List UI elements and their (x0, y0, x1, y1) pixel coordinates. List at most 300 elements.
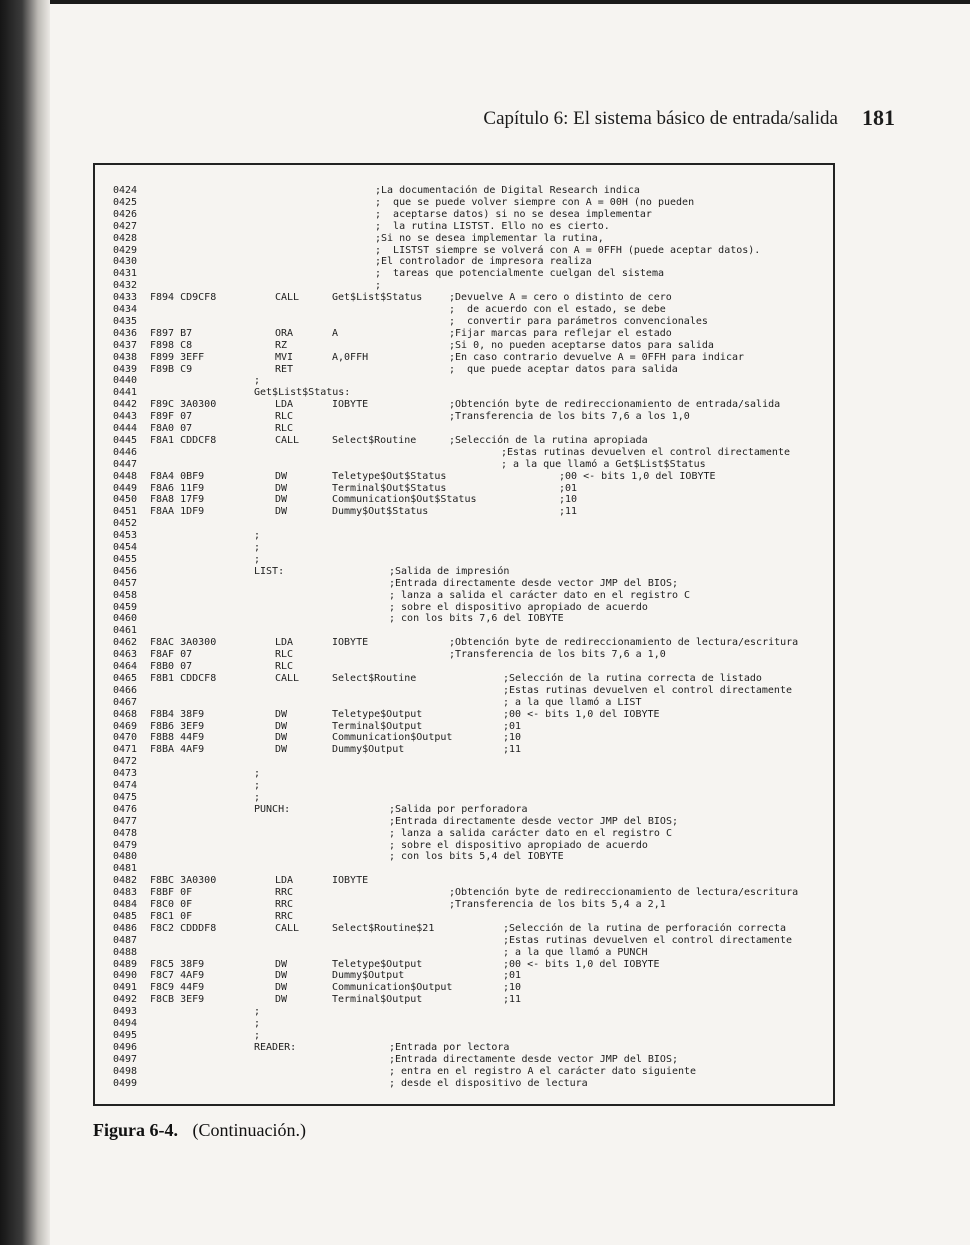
object-code: F8BA 4AF9 (150, 744, 205, 756)
listing-line (113, 387, 831, 399)
comment: ; desde el dispositivo de lectura (389, 1077, 588, 1089)
comment: ;01 (559, 482, 578, 494)
object-code: F89B C9 (150, 363, 193, 375)
comment: ;11 (559, 506, 578, 518)
mnemonic: RLC (275, 423, 294, 434)
mnemonic: DW (275, 720, 288, 732)
comment: ; de acuerdo con el estado, se debe (449, 304, 666, 315)
line-number: 0458 (113, 589, 138, 601)
operand: Communication$Out$Status (332, 494, 477, 506)
mnemonic: DW (275, 494, 288, 506)
listing-line (113, 697, 831, 709)
comment: ; lanza a salida carácter dato en el registro C (389, 827, 672, 839)
source-label: PUNCH: (254, 803, 291, 815)
source-label: ; (254, 791, 261, 803)
comment: ; sobre el dispositivo apropiado de acuerdo (389, 839, 648, 851)
line-number: 0470 (113, 732, 138, 744)
source-label: ; (254, 768, 261, 780)
comment: ;00 <- bits 1,0 del IOBYTE (503, 958, 660, 970)
comment: ;00 <- bits 1,0 del IOBYTE (503, 708, 660, 720)
line-number: 0436 (113, 327, 138, 339)
listing-line (113, 875, 831, 887)
line-number: 0460 (113, 613, 138, 625)
mnemonic: RLC (275, 649, 294, 661)
listing-line (113, 411, 831, 423)
listing-line (113, 709, 831, 721)
line-number: 0433 (113, 292, 138, 304)
comment: ;Estas rutinas devuelven el control directamente (503, 934, 792, 946)
line-number: 0485 (113, 910, 138, 922)
object-code: F8C2 CDDDF8 (150, 922, 217, 934)
operand: Get$List$Status (332, 292, 423, 304)
comment: ;Selección de la rutina correcta de listado (503, 672, 762, 684)
object-code: F8C7 4AF9 (150, 970, 205, 982)
mnemonic: DW (275, 506, 288, 518)
listing-line (113, 744, 831, 756)
mnemonic: RRC (275, 887, 294, 899)
listing-line (113, 375, 831, 387)
comment: ;La documentación de Digital Research indica (375, 185, 640, 196)
line-number: 0442 (113, 399, 138, 411)
comment: ;Entrada por lectora (389, 1041, 510, 1053)
listing-line (113, 994, 831, 1006)
listing-line (113, 1078, 831, 1090)
mnemonic: DW (275, 982, 288, 994)
mnemonic: DW (275, 970, 288, 982)
comment: ; a la que llamó a PUNCH (503, 946, 648, 958)
comment: ; LISTST siempre se volverá con A = 0FFH (puede aceptar datos). (375, 244, 761, 256)
mnemonic: DW (275, 732, 288, 744)
mnemonic: RLC (275, 661, 294, 672)
listing-line (113, 292, 831, 304)
line-number: 0463 (113, 649, 138, 661)
comment: ;Devuelve A = cero o distinto de cero (449, 292, 672, 304)
listing-line (113, 328, 831, 340)
line-number: 0441 (113, 387, 138, 399)
line-number: 0461 (113, 625, 138, 637)
line-number: 0481 (113, 863, 138, 875)
comment: ;En caso contrario devuelve A = 0FFH para indicar (449, 351, 745, 363)
listing-line (113, 268, 831, 280)
listing-line (113, 245, 831, 257)
line-number: 0426 (113, 208, 138, 220)
line-number: 0447 (113, 458, 138, 470)
line-number: 0428 (113, 232, 138, 244)
object-code: F8C1 0F (150, 910, 193, 922)
listing-line (113, 863, 831, 875)
line-number: 0473 (113, 768, 138, 780)
object-code: F8A8 17F9 (150, 494, 205, 506)
comment: ;Obtención byte de redireccionamiento de lectura/escritura (449, 887, 799, 899)
line-number: 0429 (113, 244, 138, 256)
listing-line (113, 970, 831, 982)
line-number: 0476 (113, 803, 138, 815)
line-number: 0452 (113, 518, 138, 530)
listing-line (113, 221, 831, 233)
object-code: F899 3EFF (150, 351, 205, 363)
operand: Dummy$Output (332, 744, 405, 756)
comment: ;Entrada directamente desde vector JMP del BIOS; (389, 815, 678, 827)
source-label: Get$List$Status: (254, 387, 351, 399)
object-code: F894 CD9CF8 (150, 292, 217, 304)
listing-line (113, 233, 831, 245)
operand: IOBYTE (332, 637, 369, 649)
comment: ;Entrada directamente desde vector JMP del BIOS; (389, 577, 678, 589)
line-number: 0467 (113, 696, 138, 708)
source-label: READER: (254, 1041, 297, 1053)
operand: Select$Routine$21 (332, 922, 435, 934)
operand: Teletype$Out$Status (332, 470, 447, 482)
object-code: F8C0 0F (150, 899, 193, 910)
line-number: 0480 (113, 851, 138, 863)
line-number: 0490 (113, 970, 138, 982)
comment: ; con los bits 7,6 del IOBYTE (389, 613, 564, 625)
listing-line (113, 542, 831, 554)
line-number: 0475 (113, 791, 138, 803)
listing-line (113, 506, 831, 518)
listing-line (113, 364, 831, 376)
line-number: 0457 (113, 577, 138, 589)
comment: ; (375, 280, 382, 292)
line-number: 0437 (113, 339, 138, 351)
comment: ;10 (503, 982, 522, 994)
object-code: F8C5 38F9 (150, 958, 205, 970)
line-number: 0468 (113, 708, 138, 720)
line-number: 0493 (113, 1006, 138, 1018)
mnemonic: LDA (275, 637, 294, 649)
comment: ;01 (503, 970, 522, 982)
mnemonic: LDA (275, 399, 294, 411)
object-code: F8A6 11F9 (150, 482, 205, 494)
line-number: 0477 (113, 815, 138, 827)
object-code: F8BC 3A0300 (150, 875, 217, 887)
listing-line (113, 1030, 831, 1042)
line-number: 0459 (113, 601, 138, 613)
source-label: ; (254, 1018, 261, 1029)
line-number: 0425 (113, 196, 138, 208)
listing-line (113, 780, 831, 792)
object-code: F8B6 3EF9 (150, 720, 205, 732)
comment: ; a la que llamó a Get$List$Status (501, 458, 706, 470)
object-code: F8B8 44F9 (150, 732, 205, 744)
mnemonic: RET (275, 363, 294, 375)
line-number: 0462 (113, 637, 138, 649)
running-head (483, 105, 895, 130)
listing-line (113, 923, 831, 935)
line-number: 0448 (113, 470, 138, 482)
line-number: 0471 (113, 744, 138, 756)
comment: ; entra en el registro A el carácter dato siguiente (389, 1065, 697, 1077)
comment: ;Obtención byte de redireccionamiento de entrada/salida (449, 399, 781, 411)
operand: Communication$Output (332, 732, 453, 744)
comment: ; a la que llamó a LIST (503, 696, 642, 708)
listing-line (113, 661, 831, 673)
comment: ;Salida de impresión (389, 565, 510, 577)
listing-line (113, 613, 831, 625)
listing-line (113, 435, 831, 447)
listing-line (113, 566, 831, 578)
source-label: ; (254, 542, 261, 553)
comment: ; que se puede volver siempre con A = 00H (no pueden (375, 196, 695, 208)
mnemonic: RZ (275, 339, 288, 351)
line-number: 0443 (113, 411, 138, 423)
page-number: 181 (862, 105, 895, 130)
mnemonic: RLC (275, 411, 294, 423)
running-title: Capítulo 6: El sistema básico de entrada/salida (483, 108, 838, 129)
line-number: 0450 (113, 494, 138, 506)
mnemonic: DW (275, 958, 288, 970)
listing-line (113, 1066, 831, 1078)
source-label: ; (254, 530, 261, 542)
comment: ;Salida por perforadora (389, 803, 528, 815)
line-number: 0453 (113, 530, 138, 542)
object-code: F8AF 07 (150, 649, 193, 661)
comment: ;El controlador de impresora realiza (375, 256, 592, 268)
comment: ;Selección de la rutina apropiada (449, 434, 648, 446)
line-number: 0456 (113, 565, 138, 577)
listing-line (113, 494, 831, 506)
book-binding-shadow (0, 0, 50, 1245)
line-number: 0465 (113, 672, 138, 684)
comment: ;10 (559, 494, 578, 506)
line-number: 0432 (113, 280, 138, 292)
listing-line (113, 340, 831, 352)
listing-line (113, 483, 831, 495)
line-number: 0489 (113, 958, 138, 970)
code-listing-frame (93, 163, 835, 1106)
listing-line (113, 959, 831, 971)
listing-line (113, 399, 831, 411)
listing-line (113, 316, 831, 328)
line-number: 0438 (113, 351, 138, 363)
line-number: 0495 (113, 1029, 138, 1041)
object-code: F8B4 38F9 (150, 708, 205, 720)
line-number: 0434 (113, 304, 138, 315)
comment: ; aceptarse datos) si no se desea implementar (375, 208, 652, 220)
mnemonic: CALL (275, 292, 300, 304)
line-number: 0472 (113, 756, 138, 768)
object-code: F89F 07 (150, 411, 193, 423)
line-number: 0486 (113, 922, 138, 934)
line-number: 0466 (113, 684, 138, 696)
line-number: 0487 (113, 934, 138, 946)
mnemonic: DW (275, 744, 288, 756)
scan-top-edge (0, 0, 970, 4)
object-code: F8AC 3A0300 (150, 637, 217, 649)
line-number: 0478 (113, 827, 138, 839)
source-label: ; (254, 1029, 261, 1041)
object-code: F8BF 0F (150, 887, 193, 899)
listing-line (113, 828, 831, 840)
object-code: F89C 3A0300 (150, 399, 217, 411)
comment: ;Estas rutinas devuelven el control directamente (503, 684, 792, 696)
comment: ;11 (503, 744, 522, 756)
listing-line (113, 899, 831, 911)
comment: ; tareas que potencialmente cuelgan del sistema (375, 268, 664, 280)
comment: ; convertir para parámetros convencionales (449, 315, 708, 327)
listing-line (113, 423, 831, 435)
comment: ;Transferencia de los bits 7,6 a los 1,0 (449, 411, 690, 423)
listing-line (113, 732, 831, 744)
comment: ;Fijar marcas para reflejar el estado (449, 327, 672, 339)
listing-line (113, 518, 831, 530)
listing-line (113, 887, 831, 899)
mnemonic: CALL (275, 434, 300, 446)
source-label: ; (254, 375, 261, 387)
object-code: F8CB 3EF9 (150, 994, 205, 1006)
listing-line (113, 352, 831, 364)
mnemonic: CALL (275, 672, 300, 684)
listing-line (113, 840, 831, 852)
line-number: 0496 (113, 1041, 138, 1053)
listing-line (113, 530, 831, 542)
line-number: 0455 (113, 553, 138, 565)
line-number: 0451 (113, 506, 138, 518)
line-number: 0464 (113, 661, 138, 672)
listing-line (113, 768, 831, 780)
comment: ; sobre el dispositivo apropiado de acuerdo (389, 601, 648, 613)
listing-line (113, 637, 831, 649)
object-code: F8A1 CDDCF8 (150, 434, 217, 446)
object-code: F898 C8 (150, 339, 193, 351)
object-code: F8A0 07 (150, 423, 193, 434)
listing-line (113, 756, 831, 768)
line-number: 0431 (113, 268, 138, 280)
listing-line (113, 982, 831, 994)
object-code: F8B0 07 (150, 661, 193, 672)
listing-line (113, 816, 831, 828)
listing-line (113, 1054, 831, 1066)
listing-line (113, 209, 831, 221)
comment: ;10 (503, 732, 522, 744)
listing-line (113, 602, 831, 614)
operand: IOBYTE (332, 399, 369, 411)
line-number: 0440 (113, 375, 138, 387)
operand: Dummy$Out$Status (332, 506, 429, 518)
listing-line (113, 197, 831, 209)
comment: ; lanza a salida el carácter dato en el registro C (389, 589, 691, 601)
operand: Terminal$Output (332, 994, 423, 1006)
figure-label: Figura 6-4. (93, 1120, 178, 1140)
source-label: ; (254, 780, 261, 791)
mnemonic: ORA (275, 327, 294, 339)
source-label: ; (254, 553, 261, 565)
comment: ;Entrada directamente desde vector JMP del BIOS; (389, 1053, 678, 1065)
operand: Select$Routine (332, 672, 417, 684)
listing-line (113, 590, 831, 602)
figure-caption (93, 1120, 306, 1141)
listing-line (113, 911, 831, 923)
operand: A (332, 327, 339, 339)
mnemonic: RRC (275, 910, 294, 922)
line-number: 0479 (113, 839, 138, 851)
listing-line (113, 851, 831, 863)
comment: ;Obtención byte de redireccionamiento de lectura/escritura (449, 637, 799, 649)
mnemonic: DW (275, 994, 288, 1006)
line-number: 0424 (113, 185, 138, 196)
operand: Dummy$Output (332, 970, 405, 982)
object-code: F8B1 CDDCF8 (150, 672, 217, 684)
operand: Terminal$Out$Status (332, 482, 447, 494)
listing-line (113, 554, 831, 566)
listing-line (113, 471, 831, 483)
operand: Terminal$Output (332, 720, 423, 732)
line-number: 0497 (113, 1053, 138, 1065)
comment: ;11 (503, 994, 522, 1006)
source-label: LIST: (254, 565, 285, 577)
object-code: F8AA 1DF9 (150, 506, 205, 518)
line-number: 0449 (113, 482, 138, 494)
line-number: 0445 (113, 434, 138, 446)
comment: ;Selección de la rutina de perforación correcta (503, 922, 786, 934)
listing-line (113, 649, 831, 661)
comment: ;Si 0, no pueden aceptarse datos para salida (449, 339, 714, 351)
listing-line (113, 625, 831, 637)
line-number: 0498 (113, 1065, 138, 1077)
mnemonic: MVI (275, 351, 294, 363)
mnemonic: DW (275, 470, 288, 482)
source-label: ; (254, 1006, 261, 1018)
line-number: 0439 (113, 363, 138, 375)
object-code: F8A4 0BF9 (150, 470, 205, 482)
listing-line (113, 721, 831, 733)
comment: ; que puede aceptar datos para salida (449, 363, 678, 375)
mnemonic: DW (275, 708, 288, 720)
listing-line (113, 578, 831, 590)
line-number: 0454 (113, 542, 138, 553)
comment: ; la rutina LISTST. Ello no es cierto. (375, 220, 610, 232)
line-number: 0483 (113, 887, 138, 899)
comment: ;00 <- bits 1,0 del IOBYTE (559, 470, 716, 482)
mnemonic: CALL (275, 922, 300, 934)
listing-line (113, 1006, 831, 1018)
mnemonic: RRC (275, 899, 294, 910)
line-number: 0494 (113, 1018, 138, 1029)
listing-line (113, 304, 831, 316)
comment: ;Transferencia de los bits 5,4 a 2,1 (449, 899, 666, 910)
listing-line (113, 685, 831, 697)
listing-line (113, 804, 831, 816)
line-number: 0484 (113, 899, 138, 910)
mnemonic: LDA (275, 875, 294, 887)
object-code: F8C9 44F9 (150, 982, 205, 994)
operand: Communication$Output (332, 982, 453, 994)
listing-line (113, 447, 831, 459)
line-number: 0491 (113, 982, 138, 994)
listing-line (113, 1042, 831, 1054)
listing-line (113, 185, 831, 197)
mnemonic: DW (275, 482, 288, 494)
listing-line (113, 459, 831, 471)
line-number: 0488 (113, 946, 138, 958)
comment: ;Transferencia de los bits 7,6 a 1,0 (449, 649, 666, 661)
listing-line (113, 673, 831, 685)
line-number: 0499 (113, 1077, 138, 1089)
line-number: 0492 (113, 994, 138, 1006)
line-number: 0474 (113, 780, 138, 791)
line-number: 0446 (113, 446, 138, 458)
listing-line (113, 935, 831, 947)
operand: A,0FFH (332, 351, 369, 363)
line-number: 0435 (113, 315, 138, 327)
comment: ;Estas rutinas devuelven el control directamente (501, 446, 790, 458)
operand: Teletype$Output (332, 708, 423, 720)
operand: IOBYTE (332, 875, 369, 887)
listing-line (113, 256, 831, 268)
line-number: 0482 (113, 875, 138, 887)
comment: ;01 (503, 720, 522, 732)
listing-line (113, 792, 831, 804)
